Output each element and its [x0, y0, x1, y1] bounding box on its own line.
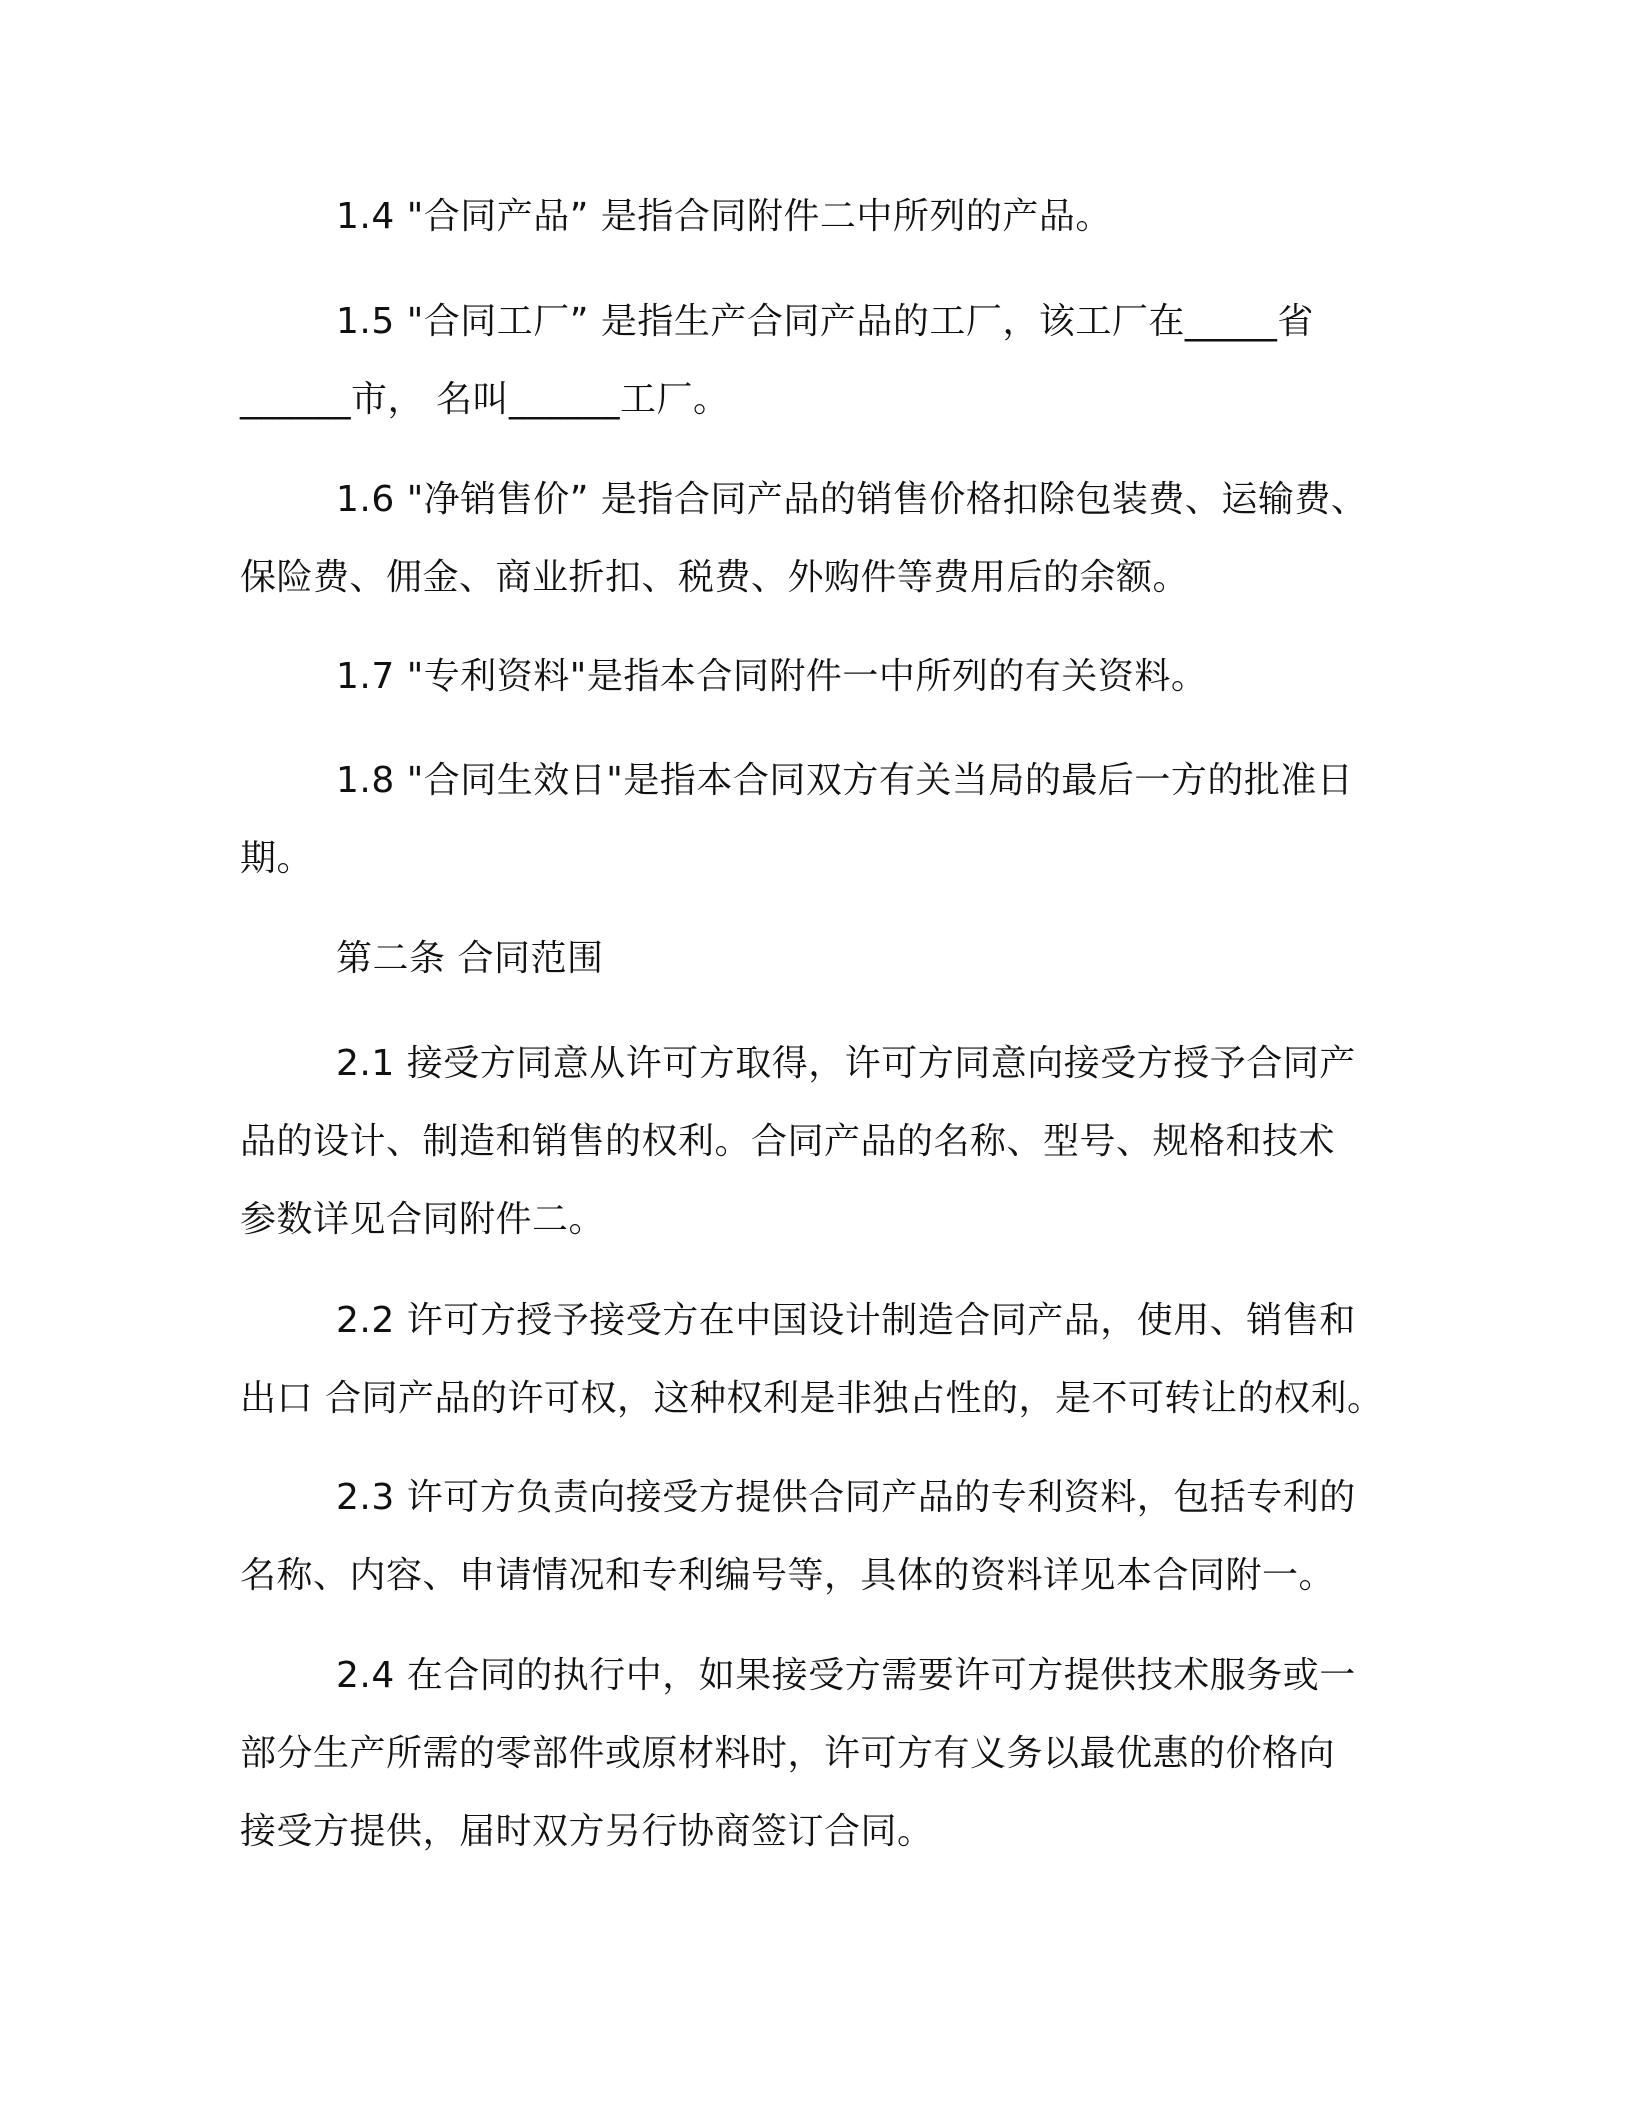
clause-line: 期。 — [240, 838, 314, 879]
clause-line: 2.4 在合同的执行中，如果接受方需要许可方提供技术服务或一 — [336, 1655, 1356, 1696]
clause-1-7 — [240, 638, 1400, 716]
clause-line: 2.1 接受方同意从许可方取得，许可方同意向接受方授予合同产 — [336, 1043, 1356, 1084]
clause-line: 品的设计、制造和销售的权利。合同产品的名称、型号、规格和技术 — [240, 1121, 1336, 1162]
clause-2-2 — [240, 1282, 1400, 1438]
section-heading: 第二条 合同范围 — [336, 938, 604, 979]
clause-line: 出口 合同产品的许可权，这种权利是非独占性的，是不可转让的权利。 — [240, 1378, 1384, 1419]
clause-2-1 — [240, 1025, 1400, 1259]
clause-2-3 — [240, 1459, 1400, 1615]
clause-1-6 — [240, 461, 1400, 617]
clause-1-8 — [240, 742, 1400, 898]
clause-line: 名称、内容、申请情况和专利编号等，具体的资料详见本合同附一。 — [240, 1555, 1336, 1596]
clause-1-5 — [240, 283, 1400, 439]
clause-line: 参数详见合同附件二。 — [240, 1199, 606, 1240]
clause-line: 接受方提供，届时双方另行协商签订合同。 — [240, 1811, 934, 1852]
clause-line: ______市， 名叫______工厂。 — [240, 379, 730, 420]
clause-line: 保险费、佣金、商业折扣、税费、外购件等费用后的余额。 — [240, 557, 1190, 598]
clause-line: 2.2 许可方授予接受方在中国设计制造合同产品，使用、销售和 — [336, 1300, 1356, 1341]
clause-1-4 — [240, 178, 1400, 256]
clause-line: 1.6 "净销售价” 是指合同产品的销售价格扣除包装费、运输费、 — [336, 479, 1368, 520]
clause-line: 部分生产所需的零部件或原材料时，许可方有义务以最优惠的价格向 — [240, 1733, 1336, 1774]
clause-line: 1.4 "合同产品” 是指合同附件二中所列的产品。 — [336, 196, 1112, 237]
clause-line: 2.3 许可方负责向接受方提供合同产品的专利资料，包括专利的 — [336, 1477, 1356, 1518]
clause-line: 1.8 "合同生效日"是指本合同双方有关当局的最后一方的批准日 — [336, 760, 1354, 801]
clause-2-4 — [240, 1637, 1400, 1871]
clause-line: 1.7 "专利资料"是指本合同附件一中所列的有关资料。 — [336, 656, 1208, 697]
article-2-heading — [240, 920, 1400, 998]
clause-line: 1.5 "合同工厂” 是指生产合同产品的工厂，该工厂在_____省 — [336, 301, 1314, 342]
